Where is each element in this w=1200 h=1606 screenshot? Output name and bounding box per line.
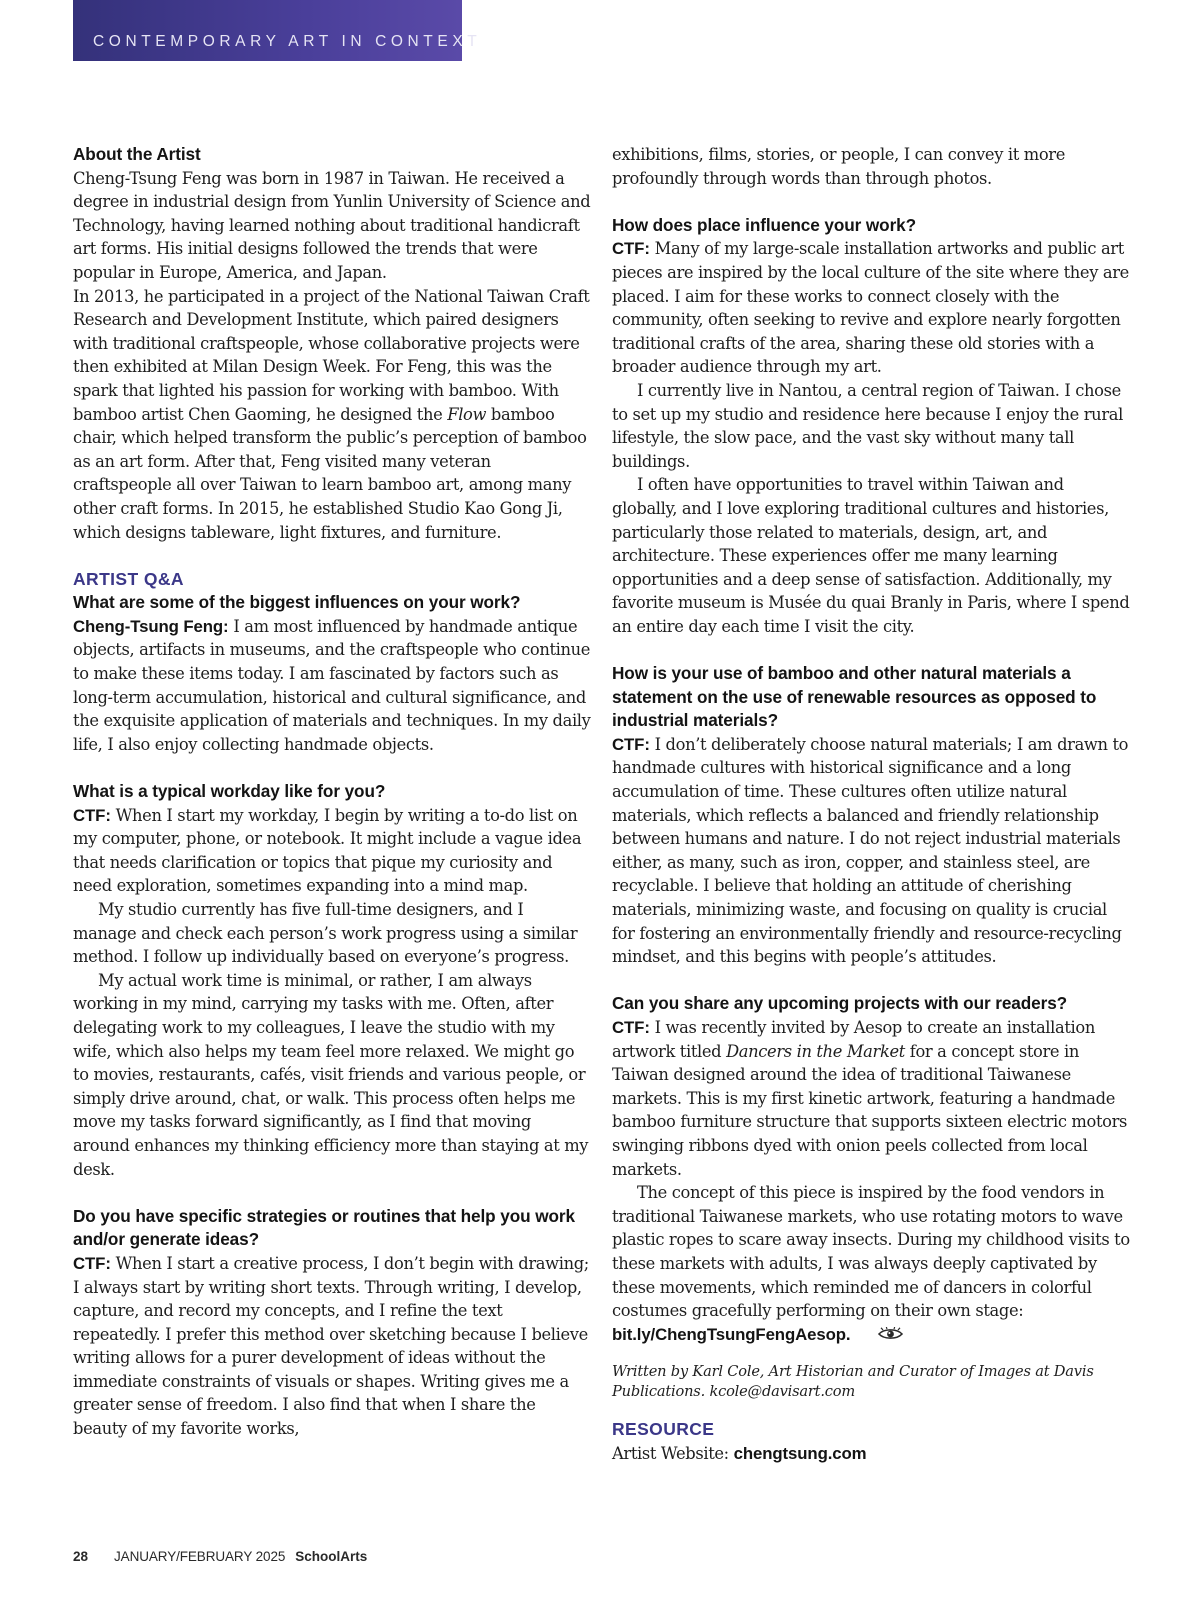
question-2: What is a typical workday like for you? <box>73 781 386 802</box>
left-column <box>73 143 591 1441</box>
about-paragraph-1: Cheng-Tsung Feng was born in 1987 in Taiwan. He received a degree in industrial design from Yunlin University of Science and Technology, having learned nothing about traditional handicraft art forms. His initial designs followed the trends that were popular in Europe, America, and Japan. <box>73 168 591 282</box>
banner-label: CONTEMPORARY ART IN CONTEXT <box>93 33 482 50</box>
answer-3: CTF: When I start a creative process, I don’t begin with drawing; I always start by writing short texts. Through writing, I develop, capture, and record my concepts, and I refine the text repeatedly. I prefer this method over sketching because I believe writing allows for a purer development of ideas without the immediate constraints of visuals or shapes. Writing gives me a greater sense of freedom. I also find that when I share the beauty of my favorite works, <box>73 1253 589 1439</box>
resource-line <box>612 1442 1130 1466</box>
artwork-title-flow: Flow <box>447 404 487 424</box>
question-3: Do you have specific strategies or routines that help you work and/or generate ideas? <box>73 1205 575 1250</box>
speaker-label: CTF: <box>612 734 650 754</box>
about-title: About the Artist <box>73 144 201 164</box>
artwork-title-dancers: Dancers in the Market <box>726 1041 905 1061</box>
resource-heading: RESOURCE <box>612 1419 715 1440</box>
speaker-label: CTF: <box>612 239 650 259</box>
speaker-label: CTF: <box>612 1017 650 1037</box>
answer-3-continued: exhibitions, films, stories, or people, I can convey it more profoundly through words than through photos. <box>612 145 1066 188</box>
eye-icon <box>852 1324 879 1338</box>
answer-2-paragraph-3: My actual work time is minimal, or rather, I am always working in my mind, carrying my tasks with me. Often, after delegating work to my colleagues, I leave the studio with my wife, which also helps my team feel more relaxed. We might go to movies, restaurants, cafés, visit friends and various people, or simply drive around, chat, or walk. This process often helps me move my tasks forward significantly, as I find that moving around enhances my thinking efficiency more than staying at my desk. <box>73 970 589 1179</box>
answer-2-paragraph-1: CTF: When I start my workday, I begin by writing a to-do list on my computer, phone, or notebook. It might include a vague idea that needs clarification or topics that pique my curiosity and need exploration, sometimes expanding into a mind map. <box>73 805 582 896</box>
question-1: What are some of the biggest influences on your work? <box>73 592 521 613</box>
speaker-label: CTF: <box>73 805 111 825</box>
page-number: 28 <box>73 1549 89 1564</box>
speaker-label: Cheng-Tsung Feng: <box>73 616 229 636</box>
speaker-label: CTF: <box>73 1253 111 1273</box>
aesop-link[interactable]: bit.ly/ChengTsungFengAesop. <box>612 1324 851 1344</box>
answer-4-paragraph-3: I often have opportunities to travel within Taiwan and globally, and I love exploring traditional cultures and histories, particularly those related to materials, design, art, and architecture. These experiences offer me many learning opportunities and a deep sense of satisfaction. Additionally, my favorite museum is Musée du quai Branly in Paris, where I spend an entire day each time I visit the city. <box>612 475 1130 636</box>
right-column <box>612 143 1130 1465</box>
resource-label: Artist Website: <box>612 1443 734 1463</box>
answer-4-paragraph-2: I currently live in Nantou, a central region of Taiwan. I chose to set up my studio and residence here because I enjoy the rural lifestyle, the slow pace, and the vast sky without many tall buildings. <box>612 380 1123 471</box>
answer-4-paragraph-1: CTF: Many of my large-scale installation artworks and public art pieces are inspired by the local culture of the site where they are placed. I aim for these works to connect closely with the community, often seeking to revive and explore nearly forgotten traditional crafts of the area, sharing these old stories with a broader audience through my art. <box>612 239 1129 377</box>
author-credit: Written by Karl Cole, Art Historian and Curator of Images at Davis Publications. kcole@davisart.com <box>612 1363 1094 1401</box>
page-footer <box>73 1549 367 1564</box>
qa-heading: ARTIST Q&A <box>73 568 184 589</box>
answer-5: CTF: I don’t deliberately choose natural materials; I am drawn to handmade cultures with historical significance and a long accumulation of time. These cultures often utilize natural materials, which reflects a balanced and friendly relationship between humans and nature. I do not reject industrial materials either, as many, such as iron, copper, and stainless steel, are recyclable. I believe that holding an attitude of cherishing materials, minimizing waste, and focusing on quality is crucial for fostering an environmentally friendly and resource-recycling mindset, and this begins with people’s attitudes. <box>612 734 1129 967</box>
question-6: Can you share any upcoming projects with our readers? <box>612 993 1068 1014</box>
question-4: How does place influence your work? <box>612 214 917 235</box>
question-5: How is your use of bamboo and other natural materials a statement on the use of renewable resources as opposed to industrial materials? <box>612 663 1097 731</box>
answer-6-paragraph-1: CTF: I was recently invited by Aesop to create an installation artwork titled Dancers in the Market for a concept store in Taiwan designed around the idea of traditional Taiwanese markets. This is my first kinetic artwork, featuring a handmade bamboo furniture structure that supports sixteen electric motors swinging ribbons dyed with onion peels collected from local markets. <box>612 1017 1128 1179</box>
magazine-name: SchoolArts <box>295 1549 368 1564</box>
about-paragraph-2: In 2013, he participated in a project of the National Taiwan Craft Research and Development Institute, which paired designers with traditional craftspeople, whose collaborative projects were then exhibited at Milan Design Week. For Feng, this was the spark that lighted his passion for working with bamboo. With bamboo artist Chen Gaoming, he designed the Flow bamboo chair, which helped transform the public’s perception of bamboo as an art form. After that, Feng visited many veteran craftspeople all over Taiwan to learn bamboo art, among many other craft forms. In 2015, he established Studio Kao Gong Ji, which designs tableware, light fixtures, and furniture. <box>73 286 590 542</box>
answer-6-paragraph-2: The concept of this piece is inspired by the food vendors in traditional Taiwanese markets, who use rotating motors to wave plastic ropes to scare away insects. During my childhood visits to these markets with adults, I was always deeply captivated by these movements, which reminded me of dancers in colorful costumes gracefully performing on their own stage: bit.ly/ChengTsungFengAesop. <box>612 1183 1130 1344</box>
answer-2-paragraph-2: My studio currently has five full-time designers, and I manage and check each person’s work progress using a similar method. I follow up individually based on everyone’s progress. <box>73 900 578 967</box>
artist-website-link[interactable]: chengtsung.com <box>733 1443 867 1463</box>
issue-date: JANUARY/FEBRUARY 2025 <box>114 1549 286 1564</box>
section-banner <box>73 0 482 61</box>
answer-1: Cheng-Tsung Feng: I am most influenced by handmade antique objects, artifacts in museums, and the craftspeople who continue to make these items today. I am fascinated by factors such as long-term accumulation, historical and cultural significance, and the exquisite application of materials and techniques. In my daily life, I also enjoy collecting handmade objects. <box>73 616 591 754</box>
